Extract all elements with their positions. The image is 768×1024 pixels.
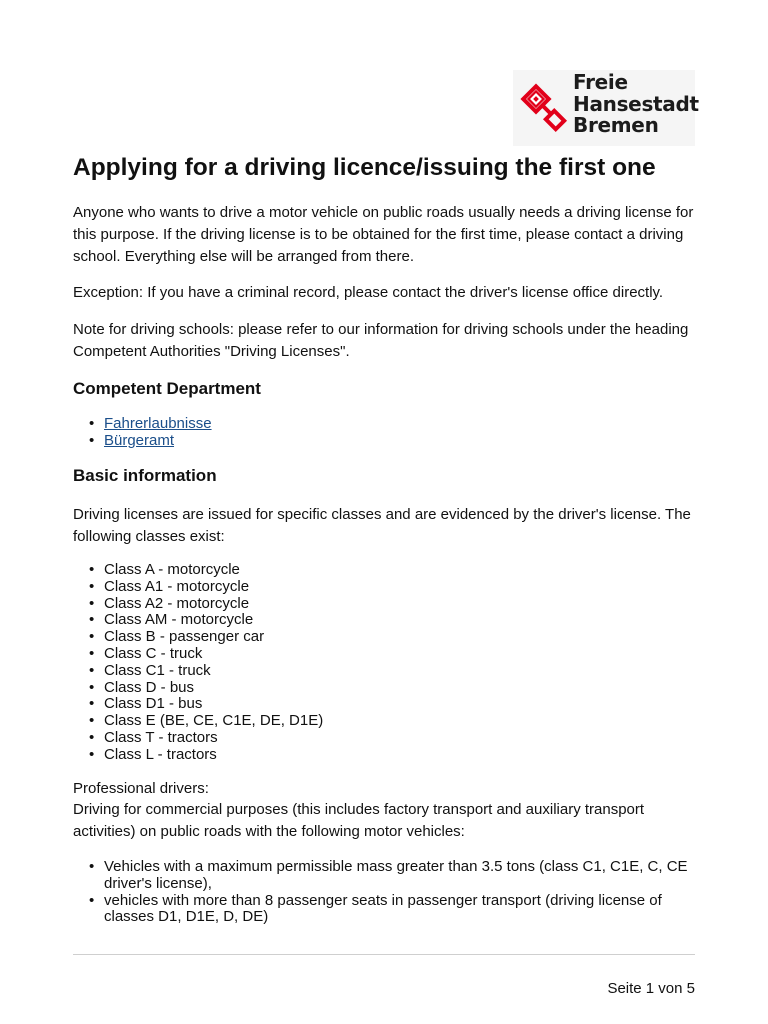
- basic-paragraph: Driving licenses are issued for specific classes and are evidenced by the driver's license. The following classes exist:: [73, 506, 691, 545]
- list-item: • Class E (BE, CE, C1E, DE, D1E): [73, 713, 698, 730]
- professional-drivers-label: Professional drivers:: [73, 780, 209, 797]
- list-item: • Class A2 - motorcycle: [73, 596, 698, 613]
- list-item: • Class C1 - truck: [73, 663, 698, 680]
- list-item: • Vehicles with a maximum permissible mass greater than 3.5 tons (class C1, C1E, C, CE driver's license),: [73, 859, 698, 893]
- competent-department-heading: Competent Department: [73, 379, 261, 398]
- logo-line-3: Bremen: [573, 113, 659, 137]
- list-item: • Class B - passenger car: [73, 629, 698, 646]
- intro-paragraph-3: Note for driving schools: please refer to our information for driving schools under the heading Competent Authorities "Driving Licenses".: [73, 321, 689, 360]
- link-buergeramt[interactable]: Bürgeramt: [104, 431, 175, 449]
- bremen-key-icon: [519, 82, 569, 138]
- footer-divider: [73, 954, 695, 955]
- intro-paragraph-1: Anyone who wants to drive a motor vehicle on public roads usually needs a driving license for this purpose. If the driving license is to be obtained for the first time, please contact a driving school. Everything else will be arranged from there.: [73, 204, 694, 265]
- list-item: [73, 416, 698, 433]
- list-item: • Class D1 - bus: [73, 696, 698, 713]
- list-item: • Class C - truck: [73, 646, 698, 663]
- competent-department-list: [73, 416, 698, 450]
- intro-paragraph-2: Exception: If you have a criminal record, please contact the driver's license office directly.: [73, 284, 664, 301]
- basic-information-heading: Basic information: [73, 466, 217, 485]
- list-item: • Class T - tractors: [73, 730, 698, 747]
- logo-line-2: Hansestadt: [573, 91, 699, 116]
- list-item: • Class D - bus: [73, 680, 698, 697]
- logo-line-1: Freie: [573, 70, 628, 94]
- bremen-logo: [513, 70, 699, 146]
- list-item: • Class L - tractors: [73, 747, 698, 764]
- vehicles-list: [73, 859, 698, 926]
- list-item: • Class A1 - motorcycle: [73, 579, 698, 596]
- list-item: • Class AM - motorcycle: [73, 612, 698, 629]
- list-item: [73, 433, 698, 450]
- page-number: Seite 1 von 5: [607, 980, 695, 997]
- page-title: Applying for a driving licence/issuing the first one: [73, 154, 656, 181]
- link-fahrerlaubnisse[interactable]: Fahrerlaubnisse: [104, 415, 212, 432]
- license-classes-list: [73, 562, 698, 764]
- professional-drivers-text: Driving for commercial purposes (this includes factory transport and auxiliary transport activities) on public roads with the following motor vehicles:: [73, 801, 645, 840]
- logo-wordmark: [573, 72, 699, 137]
- list-item: • Class A - motorcycle: [73, 562, 698, 579]
- list-item: • vehicles with more than 8 passenger seats in passenger transport (driving license of classes D1, D1E, D, DE): [73, 893, 698, 927]
